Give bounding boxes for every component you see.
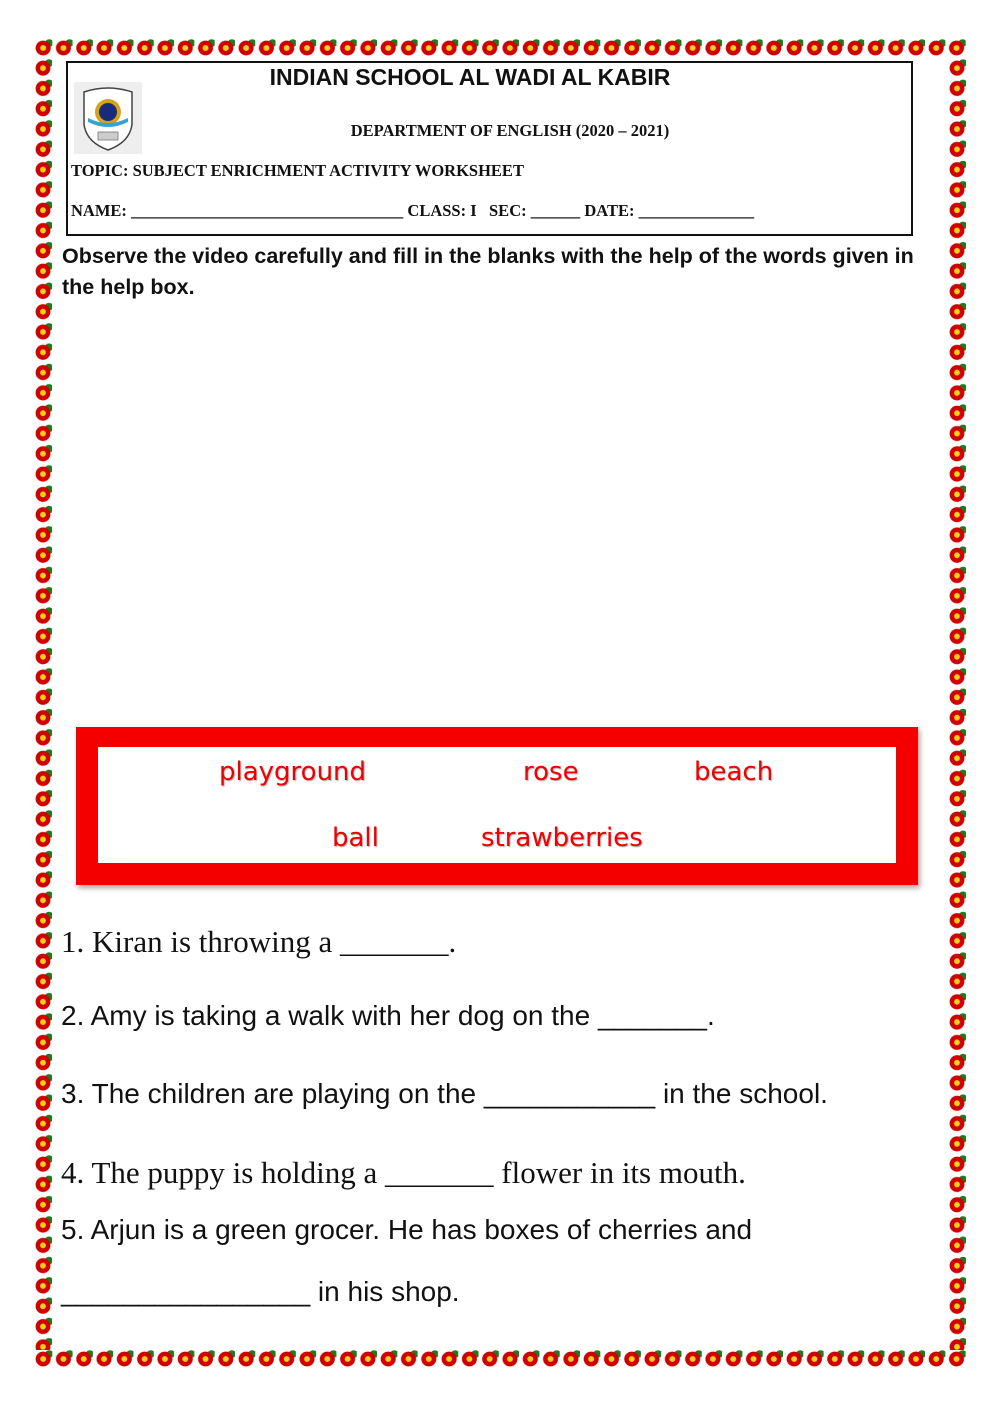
instruction: Observe the video carefully and fill in the blanks with the help of the words given in the help box. xyxy=(62,244,914,299)
question-5: 5. Arjun is a green grocer. He has boxes of cherries and xyxy=(61,1214,753,1245)
question-5-continued: ________________ in his shop. xyxy=(61,1276,460,1307)
school-name: INDIAN SCHOOL AL WADI AL KABIR xyxy=(269,64,671,90)
flower-border-left xyxy=(32,58,53,1350)
help-word: ball xyxy=(332,823,379,853)
department: DEPARTMENT OF ENGLISH (2020 – 2021) xyxy=(350,121,670,140)
help-word: playground xyxy=(219,757,367,787)
flower-border-bottom xyxy=(32,1349,968,1370)
flower-border-right xyxy=(946,58,967,1350)
question-1: 1. Kiran is throwing a _______. xyxy=(61,924,457,959)
question-4: 4. The puppy is holding a _______ flower in its mouth. xyxy=(61,1155,746,1190)
topic: TOPIC: SUBJECT ENRICHMENT ACTIVITY WORKSHEET xyxy=(71,161,524,180)
help-box xyxy=(76,727,918,885)
question-2: 2. Amy is taking a walk with her dog on the _______. xyxy=(61,1000,715,1031)
student-info-line: NAME: _________________________________ CLASS: I SEC: ______ DATE: ______________ xyxy=(71,201,755,220)
help-word: beach xyxy=(694,757,774,787)
help-word: strawberries xyxy=(481,823,643,853)
school-logo xyxy=(74,82,142,154)
flower-border-top xyxy=(32,38,968,59)
help-word: rose xyxy=(523,757,579,787)
question-3: 3. The children are playing on the ___________ in the school. xyxy=(61,1078,828,1109)
